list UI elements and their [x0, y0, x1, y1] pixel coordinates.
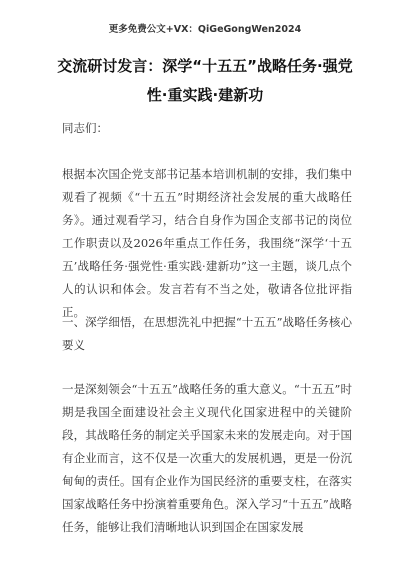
document-title: 交流研讨发言：深学“十五五”战略任务·强党性·重实践·建新功 [57, 57, 353, 104]
intro-paragraph: 根据本次国企党支部书记基本培训机制的安排，我们集中观看了视频《“十五五”时期经济社会发展的重大战略任务》。通过观看学习，结合自身作为国企支部书记的岗位工作职责以及2026年重点工作任务，我围绕“深学‘十五五’战略任务·强党性·重实践·建新功”这一主题，谈几点个人的认识和体会。发言若有不当之处，敬请各位批评指正。 [62, 167, 352, 319]
header-note: 更多免费公文+VX：QiGeGongWen2024 [108, 24, 302, 35]
section-paragraph: 一是深刻领会“十五五”战略任务的重大意义。“十五五”时期是我国全面建设社会主义现代化国家进程中的关键阶段，其战略任务的制定关乎国家未来的发展走向。对于国有企业而言，这不仅是一次重大的发展机遇，更是一份沉甸甸的责任。国有企业作为国民经济的重要支柱，在落实国家战略任务中扮演着重要角色。深入学习“十五五”战略任务，能够让我们清晰地认识到国企在国家发展 [62, 382, 352, 534]
section-heading: 一、深学细悟，在思想洗礼中把握“十五五”战略任务核心要义 [62, 315, 352, 352]
salutation: 同志们： [62, 121, 108, 135]
